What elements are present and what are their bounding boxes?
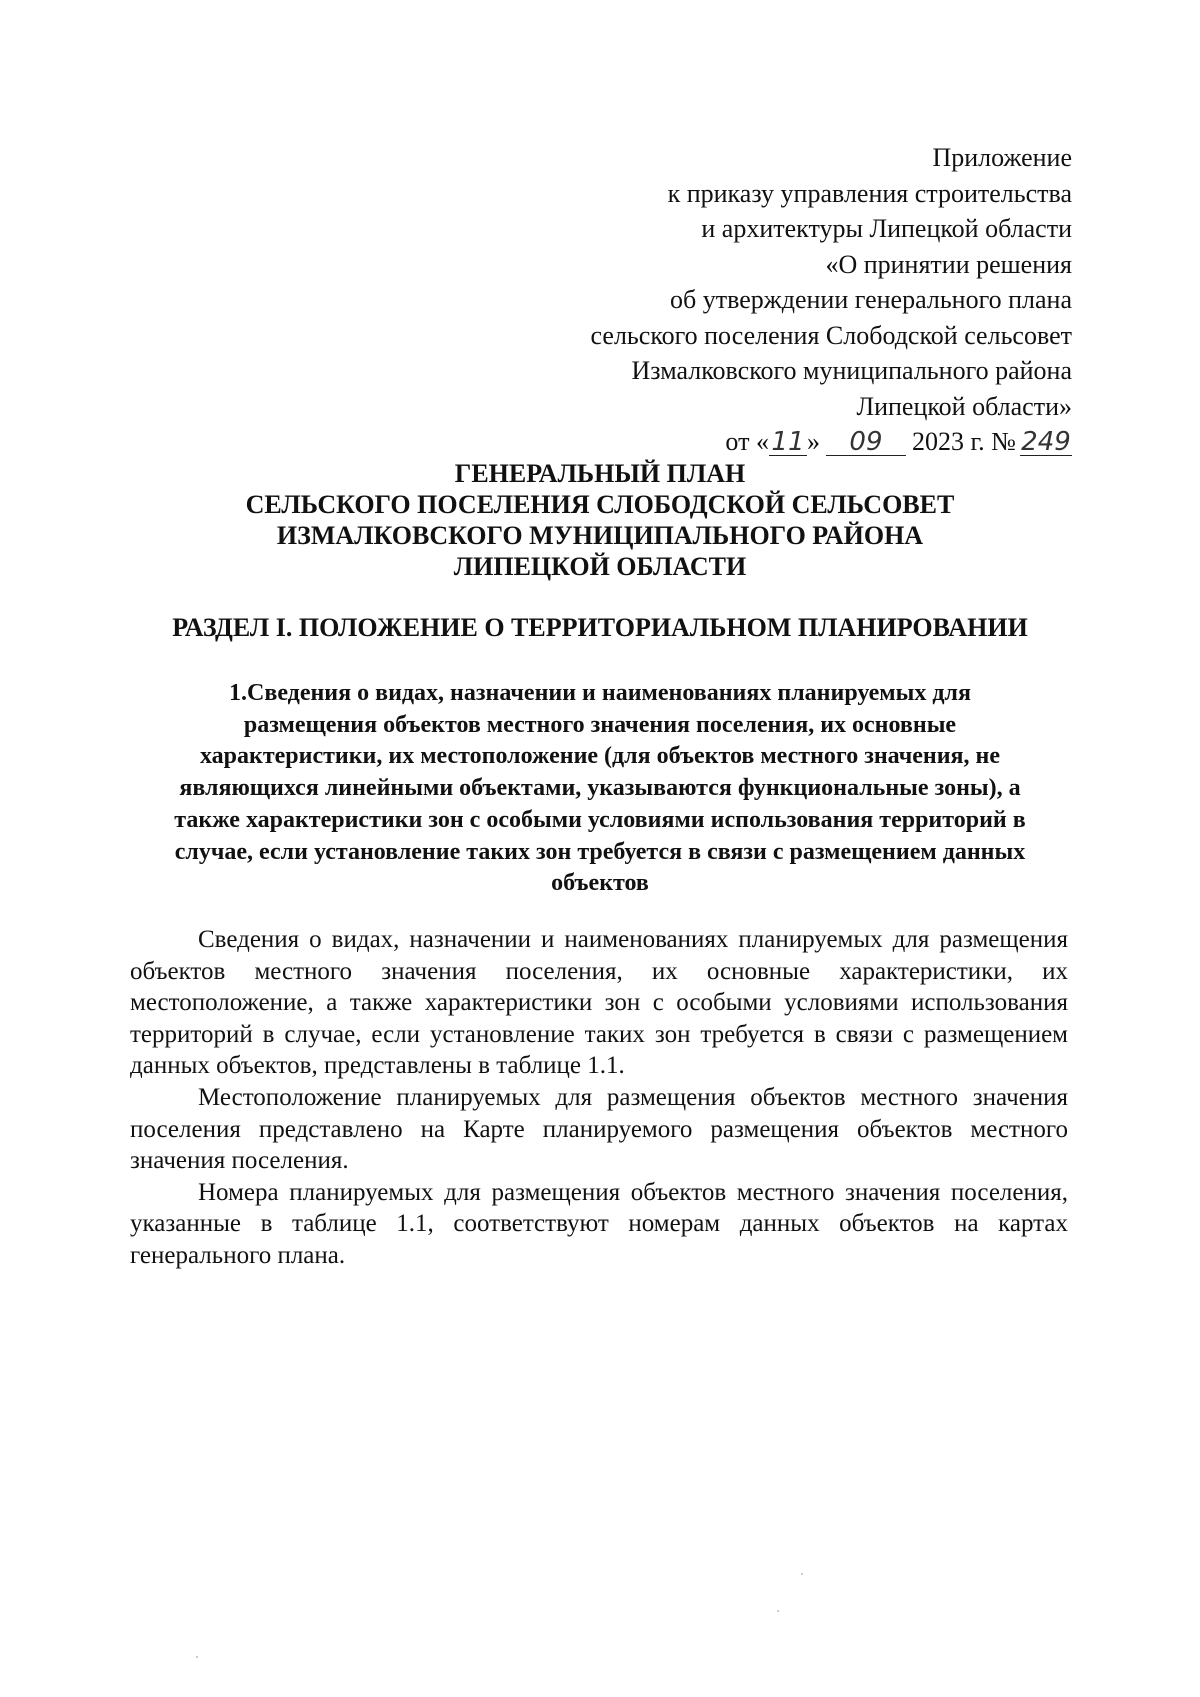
- order-date-line: [452, 424, 1072, 460]
- date-year: 2023 г. №: [911, 427, 1016, 456]
- subsection-line: также характеристики зон с особыми условиями использования территорий в: [174, 806, 1026, 833]
- title-line: ЛИПЕЦКОЙ ОБЛАСТИ: [453, 552, 747, 581]
- document-body: [130, 924, 1068, 1272]
- appendix-line: Липецкой области»: [856, 391, 1072, 421]
- paragraph: [130, 1082, 1068, 1177]
- scan-speck: [777, 1610, 779, 1612]
- section-title: РАЗДЕЛ I. ПОЛОЖЕНИЕ О ТЕРРИТОРИАЛЬНОМ ПЛАНИРОВАНИИ: [172, 613, 1028, 642]
- handwritten-month: 09: [826, 429, 906, 456]
- paragraph-line: данных объектов, представлены в таблице 1.1.: [130, 1052, 625, 1080]
- scan-speck: [801, 1573, 803, 1575]
- subsection-line: характеристики, их местоположение (для объектов местного значения, не: [199, 743, 1001, 770]
- appendix-header: [452, 140, 1072, 460]
- title-line: ИЗМАЛКОВСКОГО МУНИЦИПАЛЬНОГО РАЙОНА: [276, 521, 924, 550]
- date-prefix: от «: [725, 427, 769, 456]
- paragraph-line: указанные в таблице 1.1, соответствуют номерам данных объектов на картах: [130, 1210, 1068, 1238]
- appendix-line: Приложение: [932, 143, 1072, 172]
- subsection-line: объектов: [551, 870, 649, 897]
- paragraph-line: территорий в случае, если установление таких зон требуется в связи с размещением: [130, 1020, 1068, 1048]
- appendix-line: «О принятии решения: [825, 249, 1072, 279]
- appendix-line: об утверждении генерального плана: [670, 285, 1072, 314]
- appendix-line: к приказу управления строительства: [667, 178, 1072, 208]
- date-close-quote: »: [806, 427, 820, 456]
- paragraph-line: значения поселения.: [130, 1147, 349, 1175]
- subsection-line: 1.Сведения о видах, назначении и наименованиях планируемых для: [229, 680, 971, 706]
- appendix-line: и архитектуры Липецкой области: [701, 214, 1072, 243]
- handwritten-order-number: 249: [1021, 427, 1071, 457]
- handwritten-day: 11: [769, 429, 807, 456]
- subsection-heading: [135, 678, 1065, 900]
- paragraph: [130, 1177, 1068, 1272]
- paragraph-line: Местоположение планируемых для размещения объектов местного значения: [198, 1083, 1068, 1111]
- scan-speck: [196, 1656, 198, 1658]
- appendix-line: сельского поселения Слободской сельсовет: [590, 320, 1072, 350]
- subsection-line: являющихся линейными объектами, указываются функциональные зоны), а: [179, 775, 1021, 802]
- paragraph-line: местоположение, а также характеристики зон с особыми условиями использования: [130, 989, 1068, 1017]
- paragraph-line: генерального плана.: [130, 1241, 346, 1269]
- document-title: [130, 458, 1070, 582]
- paragraph-line: Сведения о видах, назначении и наименованиях планируемых для размещения: [198, 926, 1068, 953]
- paragraph-line: Номера планируемых для размещения объектов местного значения поселения,: [198, 1178, 1068, 1206]
- subsection-line: случае, если установление таких зон требуется в связи с размещением данных: [174, 838, 1026, 865]
- appendix-line: Измалковского муниципального района: [631, 356, 1072, 385]
- subsection-line: размещения объектов местного значения поселения, их основные: [243, 711, 957, 738]
- title-line: ГЕНЕРАЛЬНЫЙ ПЛАН: [454, 459, 746, 488]
- paragraph: [130, 924, 1068, 1082]
- title-line: СЕЛЬСКОГО ПОСЕЛЕНИЯ СЛОБОДСКОЙ СЕЛЬСОВЕТ: [245, 490, 955, 519]
- paragraph-line: поселения представлено на Карте планируемого размещения объектов местного: [130, 1115, 1068, 1143]
- paragraph-line: объектов местного значения поселения, их основные характеристики, их: [130, 957, 1068, 985]
